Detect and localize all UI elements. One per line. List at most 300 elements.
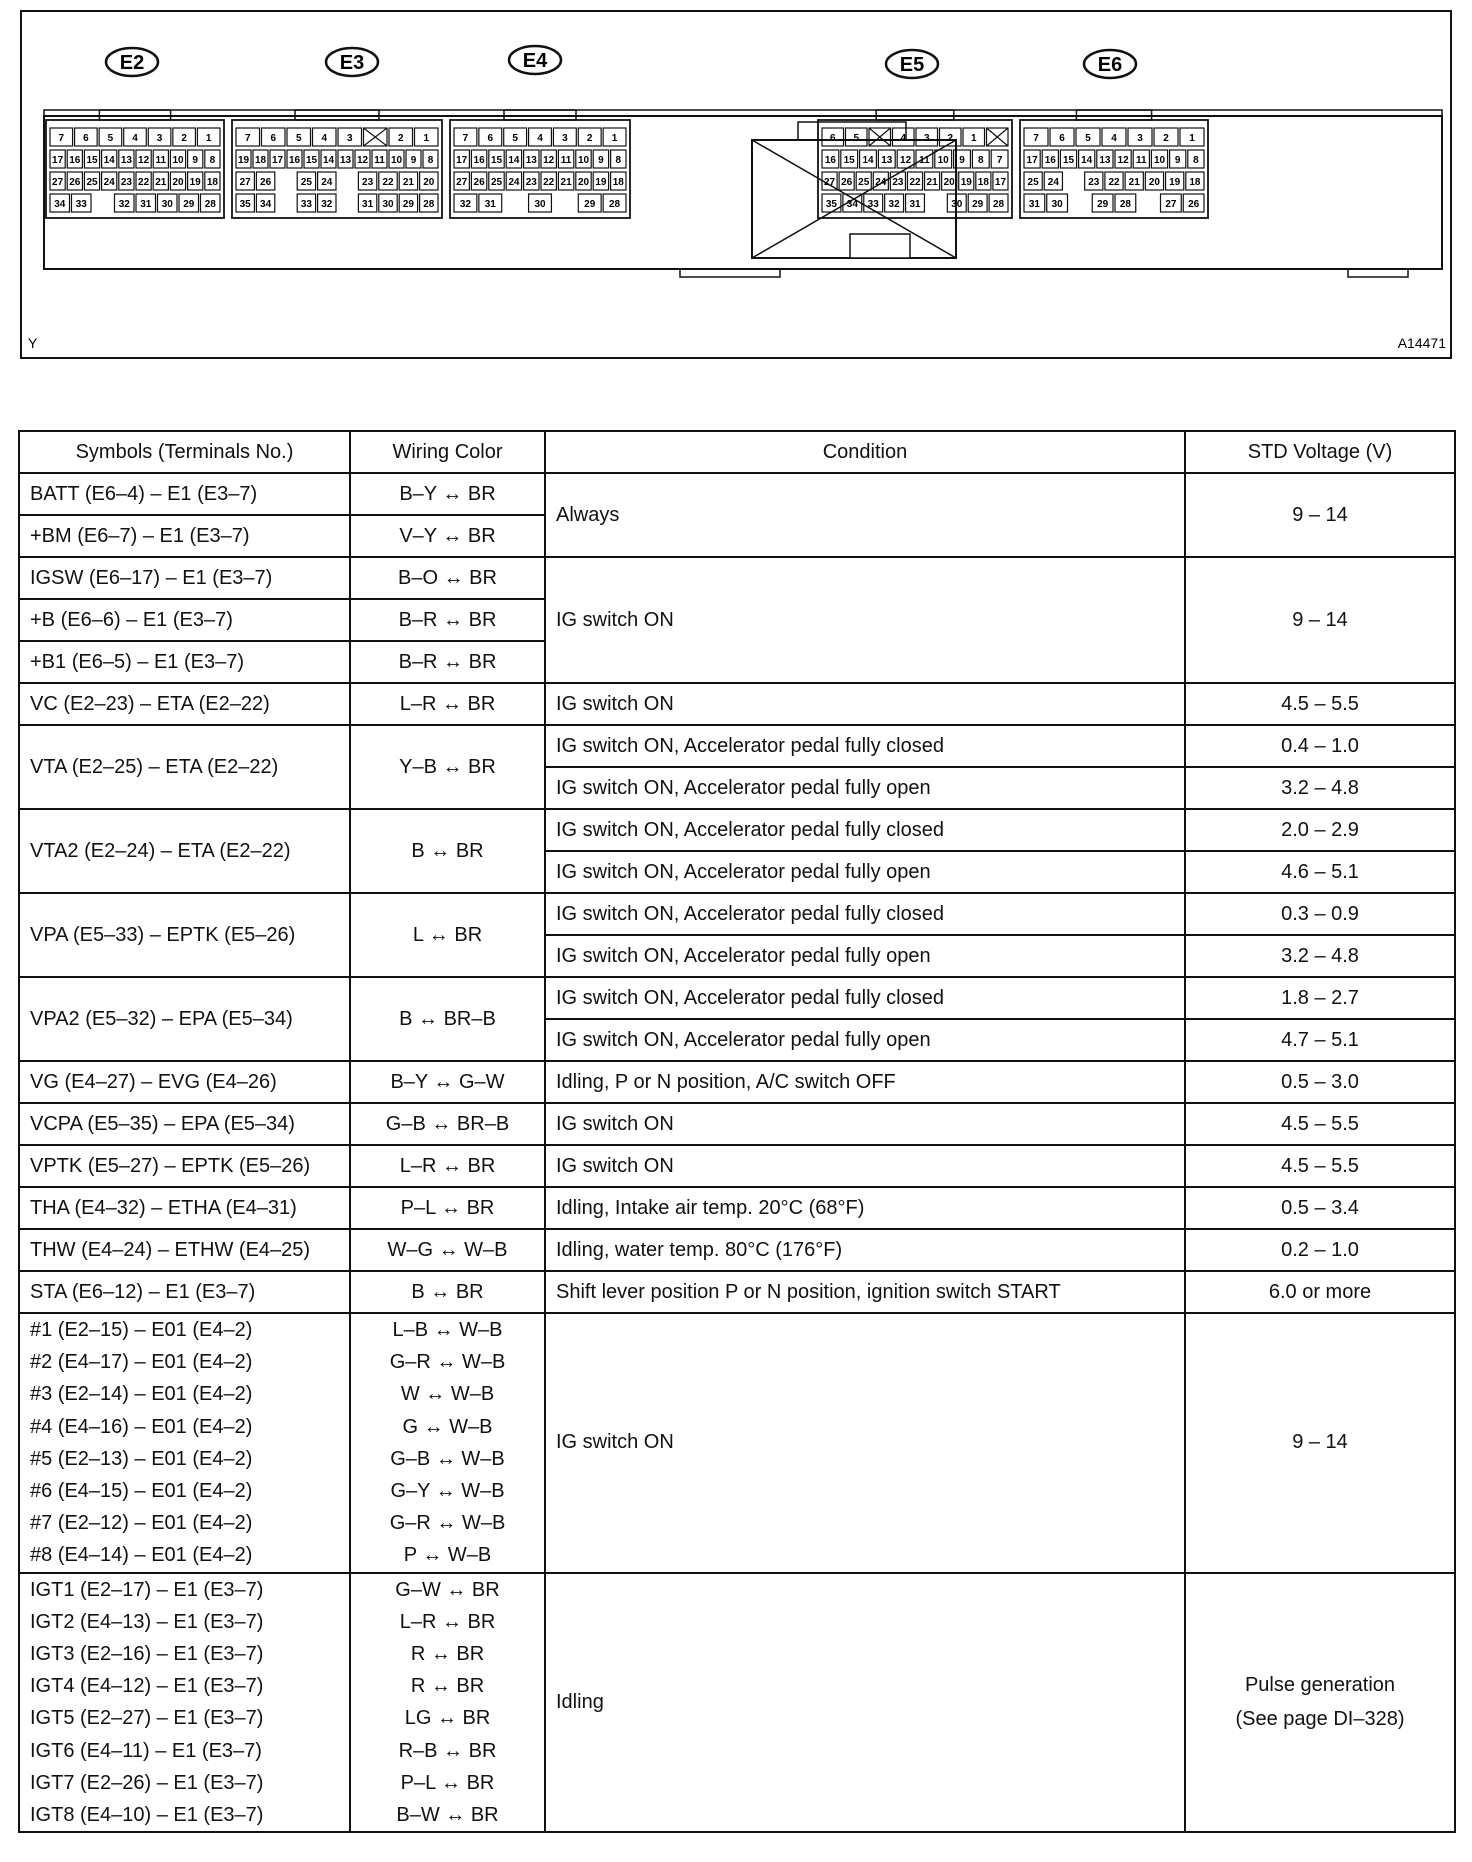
pin-number: 16 xyxy=(824,155,836,166)
pin-number: 26 xyxy=(473,177,485,188)
symbol-cell: THW (E4–24) – ETHW (E4–25) xyxy=(19,1229,350,1271)
pin-number: 31 xyxy=(362,199,374,210)
pin-number: 23 xyxy=(1088,177,1100,188)
pin-number: 34 xyxy=(54,199,66,210)
pin-number: 30 xyxy=(161,199,173,210)
body-tab-center xyxy=(680,269,780,277)
list-item: G–R ↔ W–B xyxy=(389,1351,506,1374)
see-page-reference: (See page DI–328) xyxy=(1235,1708,1405,1731)
list-item: IGT7 (E2–26) – E1 (E3–7) xyxy=(30,1771,264,1794)
table-row xyxy=(19,1229,1455,1271)
pin-number: 17 xyxy=(456,155,468,166)
list-item: P ↔ W–B xyxy=(403,1544,492,1567)
table-row xyxy=(19,557,1455,599)
header-condition: Condition xyxy=(545,431,1185,473)
pin-number: 32 xyxy=(118,199,130,210)
connector-diagram-svg xyxy=(20,10,1452,359)
table-row xyxy=(19,1573,1455,1833)
connector-e4 xyxy=(450,46,630,218)
pin-number: 23 xyxy=(892,177,904,188)
voltage-cell: 3.2 – 4.8 xyxy=(1185,767,1455,809)
wiring-cell: B ↔ BR xyxy=(350,809,545,893)
list-item: R–B ↔ BR xyxy=(398,1739,497,1762)
pin-number: 3 xyxy=(346,133,353,144)
pin-number: 17 xyxy=(52,155,64,166)
symbol-cell: VTA2 (E2–24) – ETA (E2–22) xyxy=(19,809,350,893)
voltage-cell: 4.5 – 5.5 xyxy=(1185,1145,1455,1187)
symbol-cell: VG (E4–27) – EVG (E4–26) xyxy=(19,1061,350,1103)
condition-cell: IG switch ON xyxy=(545,1103,1185,1145)
pin-number: 8 xyxy=(427,155,434,166)
list-item: G–W ↔ BR xyxy=(395,1578,500,1601)
pin-number: 21 xyxy=(402,177,414,188)
wiring-cell: B–R ↔ BR xyxy=(350,599,545,641)
condition-cell: IG switch ON, Accelerator pedal fully open xyxy=(545,935,1185,977)
pin-number: 10 xyxy=(937,155,949,166)
condition-cell: IG switch ON, Accelerator pedal fully closed xyxy=(545,893,1185,935)
pin-number: 10 xyxy=(577,155,590,166)
body-tab-right xyxy=(1348,269,1408,277)
pin-number: 20 xyxy=(943,177,955,188)
pin-number: 5 xyxy=(107,133,114,144)
wiring-cell: B–Y ↔ BR xyxy=(350,473,545,515)
wiring-cell: L ↔ BR xyxy=(350,893,545,977)
pin-number: 17 xyxy=(1026,155,1038,166)
pin-number: 3 xyxy=(562,133,568,144)
pin-number: 27 xyxy=(823,177,836,188)
pin-number: 15 xyxy=(490,155,503,166)
symbol-cell: VTA (E2–25) – ETA (E2–22) xyxy=(19,725,350,809)
pin-number: 19 xyxy=(595,177,607,188)
pin-number: 1 xyxy=(611,133,618,144)
wiring-cell: B ↔ BR xyxy=(350,1271,545,1313)
pin-number: 11 xyxy=(155,155,167,166)
table-row xyxy=(19,725,1455,767)
pin-number: 11 xyxy=(1136,155,1147,166)
pin-number: 33 xyxy=(867,199,879,210)
condition-cell: IG switch ON xyxy=(545,683,1185,725)
pin-number: 18 xyxy=(1189,177,1201,188)
condition-cell: IG switch ON, Accelerator pedal fully open xyxy=(545,1019,1185,1061)
list-item: IGT6 (E4–11) – E1 (E3–7) xyxy=(30,1739,262,1762)
pin-number: 8 xyxy=(209,155,216,166)
pin-number: 13 xyxy=(881,155,893,166)
pin-number: 6 xyxy=(829,133,836,144)
pin-number: 3 xyxy=(156,133,163,144)
pin-number: 11 xyxy=(919,155,930,166)
figure-code: A14471 xyxy=(1397,335,1446,351)
blocked-pin-icon xyxy=(364,128,388,146)
pin-number: 12 xyxy=(1117,155,1129,166)
connector-label: E3 xyxy=(339,52,365,74)
pin-number: 30 xyxy=(1051,199,1063,210)
pin-number: 35 xyxy=(825,199,838,210)
pin-number: 21 xyxy=(560,177,572,188)
pin-number: 10 xyxy=(1153,155,1166,166)
pin-number: 5 xyxy=(1085,133,1091,144)
pin-number: 31 xyxy=(1028,199,1040,210)
pin-number: 25 xyxy=(858,177,870,188)
wiring-cell: P–L ↔ BR xyxy=(350,1187,545,1229)
pin-number: 25 xyxy=(86,177,98,188)
symbol-cell: VC (E2–23) – ETA (E2–22) xyxy=(19,683,350,725)
pin-number: 9 xyxy=(1174,155,1181,166)
pin-number: 21 xyxy=(155,177,167,188)
pin-number: 5 xyxy=(853,133,860,144)
condition-cell: IG switch ON xyxy=(545,1313,1185,1573)
pin-number: 23 xyxy=(362,177,374,188)
pin-number: 28 xyxy=(609,199,621,210)
pin-number: 33 xyxy=(75,199,87,210)
header-symbols: Symbols (Terminals No.) xyxy=(19,431,350,473)
pin-number: 20 xyxy=(423,177,435,188)
pin-number: 24 xyxy=(321,177,333,188)
pin-number: 24 xyxy=(103,177,115,188)
pin-number: 14 xyxy=(103,155,115,166)
connector-diagram xyxy=(20,10,1452,359)
condition-cell: Idling xyxy=(545,1573,1185,1833)
voltage-cell: 4.7 – 5.1 xyxy=(1185,1019,1455,1061)
symbol-cell: THA (E4–32) – ETHA (E4–31) xyxy=(19,1187,350,1229)
pin-number: 27 xyxy=(1165,199,1177,210)
pin-number: 26 xyxy=(841,177,853,188)
pin-number: 7 xyxy=(58,133,65,144)
pin-number: 17 xyxy=(994,177,1007,188)
condition-cell: Idling, water temp. 80°C (176°F) xyxy=(545,1229,1185,1271)
pin-number: 12 xyxy=(356,155,369,166)
list-item: G–Y ↔ W–B xyxy=(390,1480,505,1503)
list-item: L–R ↔ BR xyxy=(399,1610,496,1633)
injector-symbols-cell xyxy=(19,1313,350,1573)
voltage-cell: 0.3 – 0.9 xyxy=(1185,893,1455,935)
pin-number: 2 xyxy=(397,133,404,144)
pin-number: 11 xyxy=(374,155,385,166)
condition-cell: IG switch ON, Accelerator pedal fully open xyxy=(545,851,1185,893)
pin-number: 17 xyxy=(271,155,284,166)
list-item: IGT2 (E4–13) – E1 (E3–7) xyxy=(30,1610,264,1633)
condition-cell: IG switch ON, Accelerator pedal fully closed xyxy=(545,809,1185,851)
pin-number: 22 xyxy=(382,177,394,188)
pin-number: 12 xyxy=(900,155,912,166)
pin-number: 23 xyxy=(120,177,132,188)
pin-number: 28 xyxy=(1119,199,1131,210)
pin-number: 15 xyxy=(1062,155,1075,166)
terminal-voltage-table xyxy=(18,430,1456,1833)
list-item: #8 (E4–14) – E01 (E4–2) xyxy=(30,1544,253,1567)
list-item: B–W ↔ BR xyxy=(396,1804,499,1827)
table-row xyxy=(19,1061,1455,1103)
voltage-cell: 0.4 – 1.0 xyxy=(1185,725,1455,767)
table-row xyxy=(19,473,1455,515)
list-item: #5 (E2–13) – E01 (E4–2) xyxy=(30,1447,253,1470)
pin-number: 31 xyxy=(484,199,496,210)
table-row xyxy=(19,1313,1455,1573)
pin-number: 14 xyxy=(862,155,874,166)
table-header-row xyxy=(19,431,1455,473)
list-item: IGT5 (E2–27) – E1 (E3–7) xyxy=(30,1707,264,1730)
voltage-cell: 2.0 – 2.9 xyxy=(1185,809,1455,851)
voltage-cell: 0.2 – 1.0 xyxy=(1185,1229,1455,1271)
pin-number: 34 xyxy=(846,199,858,210)
pin-number: 14 xyxy=(508,155,520,166)
pin-number: 26 xyxy=(260,177,272,188)
pin-number: 18 xyxy=(254,155,267,166)
table-row xyxy=(19,1103,1455,1145)
pin-number: 28 xyxy=(992,199,1005,210)
voltage-cell: 9 – 14 xyxy=(1185,557,1455,683)
pin-number: 10 xyxy=(390,155,403,166)
blocked-pin-icon xyxy=(987,128,1009,146)
pin-number: 18 xyxy=(977,177,989,188)
table-row xyxy=(19,893,1455,935)
pin-number: 14 xyxy=(322,155,335,166)
pin-number: 18 xyxy=(206,177,218,188)
wiring-cell: V–Y ↔ BR xyxy=(350,515,545,557)
pin-number: 11 xyxy=(560,155,572,166)
pin-number: 26 xyxy=(69,177,81,188)
pin-number: 16 xyxy=(473,155,485,166)
connector-e6 xyxy=(1020,50,1208,218)
connector-e5 xyxy=(818,50,1012,218)
pin-number: 8 xyxy=(978,155,984,166)
pin-number: 19 xyxy=(960,177,972,188)
pin-number: 32 xyxy=(321,199,333,210)
table-row xyxy=(19,683,1455,725)
pin-number: 25 xyxy=(490,177,503,188)
pin-number: 30 xyxy=(534,199,546,210)
header-wiring-color: Wiring Color xyxy=(350,431,545,473)
table-row xyxy=(19,1271,1455,1313)
pin-number: 30 xyxy=(382,199,394,210)
list-item: IGT3 (E2–16) – E1 (E3–7) xyxy=(30,1643,264,1666)
pin-number: 22 xyxy=(1108,177,1120,188)
wiring-cell: Y–B ↔ BR xyxy=(350,725,545,809)
pin-number: 20 xyxy=(1148,177,1161,188)
pin-number: 28 xyxy=(423,199,435,210)
pin-number: 3 xyxy=(923,133,930,144)
pin-number: 9 xyxy=(959,155,965,166)
symbol-cell: VPTK (E5–27) – EPTK (E5–26) xyxy=(19,1145,350,1187)
pin-number: 16 xyxy=(1044,155,1056,166)
list-item: L–B ↔ W–B xyxy=(392,1319,503,1341)
pin-number: 1 xyxy=(205,133,212,144)
pin-number: 29 xyxy=(584,199,596,210)
pin-number: 1 xyxy=(1189,133,1195,144)
blocked-pin-icon xyxy=(869,128,891,146)
connector-label: E4 xyxy=(522,50,548,72)
voltage-cell: 6.0 or more xyxy=(1185,1271,1455,1313)
list-item: G ↔ W–B xyxy=(402,1415,493,1438)
pin-number: 26 xyxy=(1188,199,1200,210)
wiring-cell: B–R ↔ BR xyxy=(350,641,545,683)
pin-number: 35 xyxy=(239,199,251,210)
list-item: #2 (E4–17) – E01 (E4–2) xyxy=(30,1351,253,1374)
condition-cell: IG switch ON xyxy=(545,557,1185,683)
pin-number: 12 xyxy=(138,155,150,166)
condition-cell: Shift lever position P or N position, ignition switch START xyxy=(545,1271,1185,1313)
connector-label: E6 xyxy=(1097,54,1123,76)
pin-number: 13 xyxy=(1099,155,1111,166)
pin-number: 31 xyxy=(140,199,152,210)
pin-number: 1 xyxy=(423,133,430,144)
connector-label: E5 xyxy=(899,54,925,76)
pin-number: 15 xyxy=(86,155,98,166)
pin-number: 19 xyxy=(189,177,201,188)
pin-number: 14 xyxy=(1081,155,1093,166)
pin-number: 25 xyxy=(300,177,312,188)
wiring-cell: L–R ↔ BR xyxy=(350,683,545,725)
header-std-voltage: STD Voltage (V) xyxy=(1185,431,1455,473)
pin-number: 16 xyxy=(288,155,301,166)
pin-number: 13 xyxy=(525,155,537,166)
ignition-wiring-cell xyxy=(350,1573,545,1833)
condition-cell: Idling, P or N position, A/C switch OFF xyxy=(545,1061,1185,1103)
pin-number: 21 xyxy=(1128,177,1140,188)
wiring-cell: B–O ↔ BR xyxy=(350,557,545,599)
symbol-cell: VCPA (E5–35) – EPA (E5–34) xyxy=(19,1103,350,1145)
pin-number: 9 xyxy=(598,155,604,166)
corner-label: Y xyxy=(28,335,38,351)
pin-number: 30 xyxy=(951,199,963,210)
pin-number: 9 xyxy=(192,155,198,166)
pin-number: 2 xyxy=(1163,133,1169,144)
pin-number: 22 xyxy=(543,177,555,188)
pin-number: 31 xyxy=(909,199,921,210)
list-item: G–B ↔ W–B xyxy=(390,1447,505,1470)
pin-number: 9 xyxy=(410,155,417,166)
condition-cell: IG switch ON, Accelerator pedal fully open xyxy=(545,767,1185,809)
voltage-cell: 9 – 14 xyxy=(1185,473,1455,557)
connector-e2 xyxy=(46,48,224,218)
condition-cell: IG switch ON, Accelerator pedal fully closed xyxy=(545,977,1185,1019)
table-row xyxy=(19,977,1455,1019)
condition-cell: Idling, Intake air temp. 20°C (68°F) xyxy=(545,1187,1185,1229)
wiring-cell: W–G ↔ W–B xyxy=(350,1229,545,1271)
voltage-cell: 4.5 – 5.5 xyxy=(1185,1103,1455,1145)
pin-number: 6 xyxy=(1059,133,1065,144)
symbol-cell: VPA (E5–33) – EPTK (E5–26) xyxy=(19,893,350,977)
condition-cell: IG switch ON, Accelerator pedal fully closed xyxy=(545,725,1185,767)
ecu-body xyxy=(44,116,1442,269)
voltage-cell: 1.8 – 2.7 xyxy=(1185,977,1455,1019)
pin-number: 24 xyxy=(875,177,887,188)
pin-number: 7 xyxy=(462,133,469,144)
voltage-cell: 0.5 – 3.4 xyxy=(1185,1187,1455,1229)
pin-number: 4 xyxy=(900,133,907,144)
pin-number: 7 xyxy=(244,133,251,144)
pin-number: 13 xyxy=(339,155,352,166)
pin-number: 5 xyxy=(295,133,302,144)
voltage-cell: 9 – 14 xyxy=(1185,1313,1455,1573)
pin-number: 22 xyxy=(138,177,150,188)
table-row xyxy=(19,1187,1455,1229)
pin-number: 5 xyxy=(512,133,518,144)
pin-number: 29 xyxy=(1097,199,1109,210)
pin-number: 20 xyxy=(172,177,184,188)
pin-number: 21 xyxy=(926,177,938,188)
pin-number: 28 xyxy=(204,199,216,210)
list-item: P–L ↔ BR xyxy=(400,1771,495,1794)
pin-number: 8 xyxy=(615,155,622,166)
pin-number: 33 xyxy=(300,199,312,210)
list-item: IGT1 (E2–17) – E1 (E3–7) xyxy=(30,1578,264,1601)
pin-number: 6 xyxy=(270,133,277,144)
voltage-cell: 4.5 – 5.5 xyxy=(1185,683,1455,725)
table-row xyxy=(19,1145,1455,1187)
pin-number: 6 xyxy=(487,133,494,144)
pin-number: 29 xyxy=(402,199,414,210)
condition-cell: IG switch ON xyxy=(545,1145,1185,1187)
list-item: #1 (E2–15) – E01 (E4–2) xyxy=(30,1319,253,1341)
connector-e3 xyxy=(232,48,442,218)
symbol-cell: BATT (E6–4) – E1 (E3–7) xyxy=(19,473,350,515)
pin-number: 2 xyxy=(586,133,593,144)
list-item: IGT8 (E4–10) – E1 (E3–7) xyxy=(30,1804,264,1827)
pin-number: 27 xyxy=(456,177,468,188)
connectors-layer xyxy=(46,46,1208,218)
voltage-cell xyxy=(1185,1573,1455,1833)
pin-number: 22 xyxy=(909,177,921,188)
table-row xyxy=(19,809,1455,851)
list-item: G–R ↔ W–B xyxy=(389,1512,506,1535)
list-item: #6 (E4–15) – E01 (E4–2) xyxy=(30,1480,253,1503)
list-item: R ↔ BR xyxy=(410,1675,485,1698)
pin-number: 2 xyxy=(181,133,187,144)
pin-number: 4 xyxy=(1111,133,1117,144)
pin-number: 27 xyxy=(52,177,64,188)
pin-number: 3 xyxy=(1137,133,1143,144)
pin-number: 24 xyxy=(1047,177,1059,188)
pin-number: 10 xyxy=(172,155,184,166)
pin-number: 15 xyxy=(843,155,855,166)
pin-number: 29 xyxy=(972,199,984,210)
pin-number: 7 xyxy=(1033,133,1039,144)
list-item: #4 (E4–16) – E01 (E4–2) xyxy=(30,1415,253,1438)
list-item: #7 (E2–12) – E01 (E4–2) xyxy=(30,1512,253,1535)
list-item: LG ↔ BR xyxy=(404,1707,491,1730)
pin-number: 6 xyxy=(83,133,89,144)
pin-number: 1 xyxy=(970,133,977,144)
list-item: R ↔ BR xyxy=(410,1643,485,1666)
symbol-cell: STA (E6–12) – E1 (E3–7) xyxy=(19,1271,350,1313)
symbol-cell: VPA2 (E5–32) – EPA (E5–34) xyxy=(19,977,350,1061)
pin-number: 2 xyxy=(947,133,954,144)
symbol-cell: +BM (E6–7) – E1 (E3–7) xyxy=(19,515,350,557)
pin-number: 19 xyxy=(237,155,250,166)
pin-number: 4 xyxy=(132,133,138,144)
pin-number: 20 xyxy=(577,177,590,188)
injector-wiring-cell xyxy=(350,1313,545,1573)
pin-number: 4 xyxy=(537,133,543,144)
pin-number: 32 xyxy=(888,199,900,210)
pin-number: 16 xyxy=(69,155,81,166)
voltage-cell: 3.2 – 4.8 xyxy=(1185,935,1455,977)
pin-number: 25 xyxy=(1027,177,1039,188)
symbol-cell: IGSW (E6–17) – E1 (E3–7) xyxy=(19,557,350,599)
list-item: #3 (E2–14) – E01 (E4–2) xyxy=(30,1383,253,1406)
ignition-symbols-cell xyxy=(19,1573,350,1833)
pin-number: 18 xyxy=(612,177,624,188)
list-item: W ↔ W–B xyxy=(400,1383,495,1406)
symbol-cell: +B1 (E6–5) – E1 (E3–7) xyxy=(19,641,350,683)
wiring-cell: L–R ↔ BR xyxy=(350,1145,545,1187)
list-item: IGT4 (E4–12) – E1 (E3–7) xyxy=(30,1675,264,1698)
wiring-cell: B–Y ↔ G–W xyxy=(350,1061,545,1103)
wiring-cell: B ↔ BR–B xyxy=(350,977,545,1061)
pin-number: 32 xyxy=(459,199,471,210)
pin-number: 23 xyxy=(525,177,537,188)
wiring-cell: G–B ↔ BR–B xyxy=(350,1103,545,1145)
